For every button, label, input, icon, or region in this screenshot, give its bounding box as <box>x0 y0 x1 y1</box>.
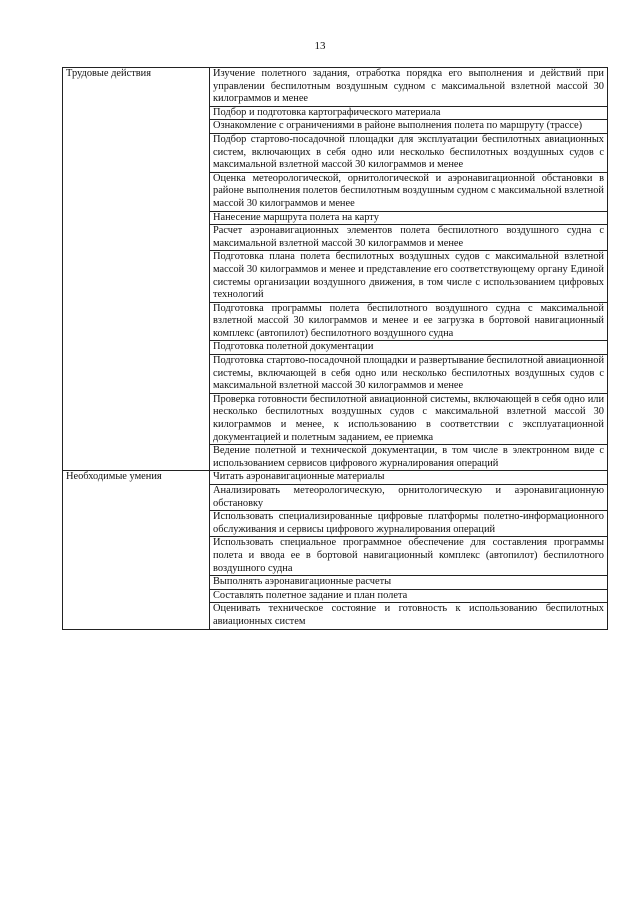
table-cell-item: Использовать специальное программное обеспечение для составления программы полета и ввода ее в бортовой навигационный комплекс (автопилот) беспилотного воздушного судна <box>210 537 608 576</box>
table-cell-item: Подготовка плана полета беспилотных воздушных судов с максимальной взлетной массой 30 килограммов и менее и представление его соответствующему органу Единой системы организации воздушного движения, в том числе с использованием цифровых технологий <box>210 251 608 302</box>
table-row <box>63 68 608 107</box>
table-cell-item: Подготовка полетной документации <box>210 341 608 355</box>
section-label: Трудовые действия <box>63 68 210 471</box>
table-cell-item: Изучение полетного задания, отработка порядка его выполнения и действий при управлении беспилотным воздушным судном с максимальной взлетной массой 30 килограммов и менее <box>210 68 608 107</box>
table-cell-item: Подбор и подготовка картографического материала <box>210 106 608 120</box>
requirements-table-body <box>63 68 608 630</box>
table-cell-item: Оценка метеорологической, орнитологической и аэронавигационной обстановки в районе выполнения полетов беспилотным воздушным судном с максимальной взлетной массой 30 килограммов и менее <box>210 172 608 211</box>
table-cell-item: Анализировать метеорологическую, орнитологическую и аэронавигационную обстановку <box>210 485 608 511</box>
table-cell-item: Составлять полетное задание и план полета <box>210 589 608 603</box>
table-cell-item: Подготовка стартово-посадочной площадки и развертывание беспилотной авиационной системы, включающей в себя одно или несколько беспилотных воздушных судов с максимальной взлетной массой 30 килограммов и менее <box>210 355 608 394</box>
table-cell-item: Ознакомление с ограничениями в районе выполнения полета по маршруту (трассе) <box>210 120 608 134</box>
table-row <box>63 471 608 485</box>
page-number: 13 <box>314 40 326 52</box>
table-cell-item: Использовать специализированные цифровые платформы полетно-информационного обслуживания и сервисы цифрового журналирования операций <box>210 511 608 537</box>
table-cell-item: Нанесение маршрута полета на карту <box>210 211 608 225</box>
table-cell-item: Подготовка программы полета беспилотного воздушного судна с максимальной взлетной массой 30 килограммов и менее и ее загрузка в бортовой навигационный комплекс (автопилот) беспилотного воздушного судна <box>210 302 608 341</box>
table-cell-item: Подбор стартово-посадочной площадки для эксплуатации беспилотных авиационных систем, включающих в себя одно или несколько беспилотных воздушных судов с максимальной взлетной массой 30 килограммов и менее <box>210 133 608 172</box>
table-cell-item: Расчет аэронавигационных элементов полета беспилотного воздушного судна с максимальной взлетной массой 30 килограммов и менее <box>210 225 608 251</box>
requirements-table <box>62 67 608 630</box>
table-cell-item: Ведение полетной и технической документации, в том числе в электронном виде с использованием сервисов цифрового журналирования операций <box>210 445 608 471</box>
table-cell-item: Оценивать техническое состояние и готовность к использованию беспилотных авиационных систем <box>210 603 608 629</box>
table-cell-item: Выполнять аэронавигационные расчеты <box>210 576 608 590</box>
section-label: Необходимые умения <box>63 471 210 629</box>
table-cell-item: Читать аэронавигационные материалы <box>210 471 608 485</box>
table-cell-item: Проверка готовности беспилотной авиационной системы, включающей в себя одно или несколько беспилотных воздушных судов с максимальной взлетной массой 30 килограммов и менее, к использованию в соответствии с эксплуатационной документацией и полетным заданием, ее приемка <box>210 393 608 444</box>
